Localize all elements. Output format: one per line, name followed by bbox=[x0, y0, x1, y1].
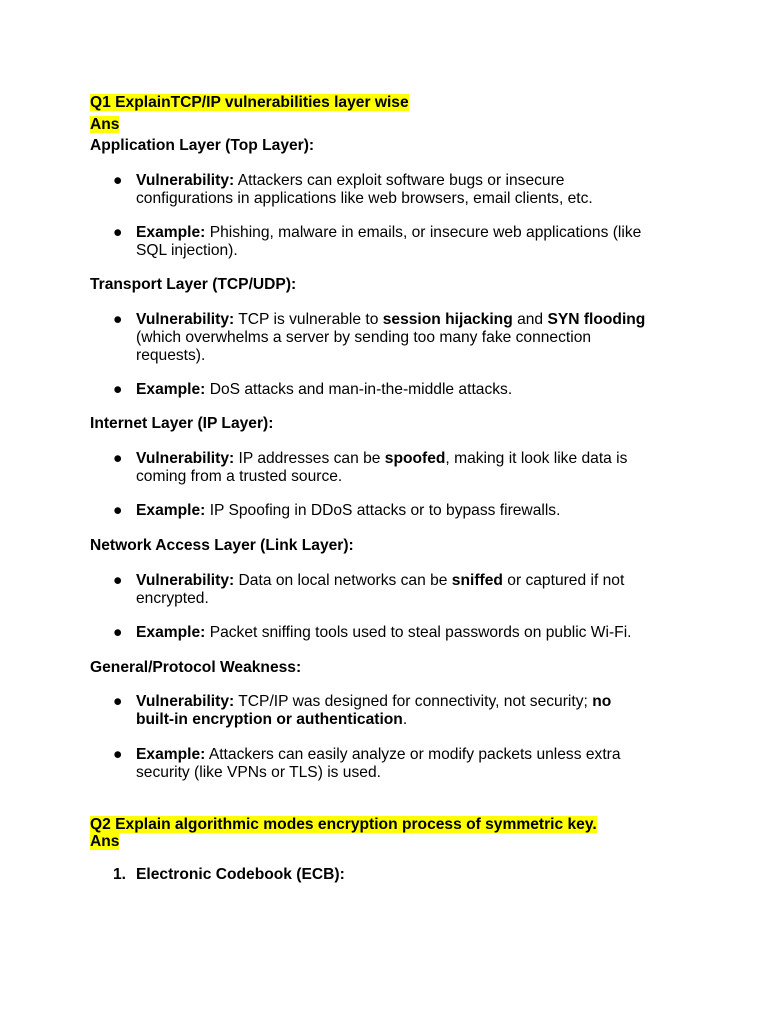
network-access-example bbox=[136, 624, 696, 642]
section-heading-general: General/Protocol Weakness: bbox=[90, 659, 302, 676]
general-vuln-line2-end: . bbox=[402, 711, 408, 728]
section-heading-transport: Transport Layer (TCP/UDP): bbox=[90, 276, 297, 293]
section-heading-network-access: Network Access Layer (Link Layer): bbox=[90, 537, 354, 554]
bullet-icon: ● bbox=[113, 172, 123, 189]
network-ex-line1: Packet sniffing tools used to steal passwords on public Wi-Fi. bbox=[209, 624, 632, 641]
network-vuln-c: or captured if not bbox=[507, 572, 625, 589]
internet-vuln-line2: coming from a trusted source. bbox=[136, 468, 343, 485]
internet-vuln-a: IP addresses can be bbox=[238, 450, 381, 467]
example-label: Example: bbox=[136, 746, 206, 763]
vulnerability-label: Vulnerability: bbox=[136, 693, 235, 710]
general-vuln-line2-bold: built-in encryption or authentication bbox=[136, 711, 403, 728]
q2-title bbox=[90, 816, 597, 834]
transport-vuln-line2: (which overwhelms a server by sending too many fake connection bbox=[136, 329, 592, 346]
transport-vuln-d: SYN flooding bbox=[547, 311, 646, 328]
vulnerability-label: Vulnerability: bbox=[136, 450, 235, 467]
application-ex-line2: SQL injection). bbox=[136, 242, 238, 259]
bullet-icon: ● bbox=[113, 381, 123, 398]
q1-title-text: Q1 ExplainTCP/IP vulnerabilities layer wise bbox=[90, 94, 409, 111]
transport-vuln-a: TCP is vulnerable to bbox=[238, 311, 379, 328]
section-heading-application: Application Layer (Top Layer): bbox=[90, 137, 315, 154]
ecb-heading: Electronic Codebook (ECB): bbox=[136, 866, 345, 883]
transport-example bbox=[136, 381, 696, 399]
internet-vulnerability bbox=[136, 450, 696, 486]
section-heading-internet: Internet Layer (IP Layer): bbox=[90, 415, 274, 432]
network-access-vulnerability bbox=[136, 572, 696, 608]
transport-vuln-line3: requests). bbox=[136, 347, 206, 364]
network-vuln-a: Data on local networks can be bbox=[238, 572, 448, 589]
general-ex-line1: Attackers can easily analyze or modify packets unless extra bbox=[208, 746, 621, 763]
general-ex-line2: security (like VPNs or TLS) is used. bbox=[136, 764, 381, 781]
q2-ans-text: Ans bbox=[90, 833, 120, 850]
application-vuln-line1: Attackers can exploit software bugs or insecure bbox=[237, 172, 565, 189]
internet-example bbox=[136, 502, 696, 520]
q1-ans-text: Ans bbox=[90, 116, 120, 133]
vulnerability-label: Vulnerability: bbox=[136, 572, 235, 589]
network-vuln-line2: encrypted. bbox=[136, 590, 209, 607]
general-example bbox=[136, 746, 696, 782]
network-vuln-b: sniffed bbox=[451, 572, 503, 589]
bullet-icon: ● bbox=[113, 311, 123, 328]
example-label: Example: bbox=[136, 624, 206, 641]
application-vuln-line2: configurations in applications like web browsers, email clients, etc. bbox=[136, 190, 593, 207]
application-vulnerability bbox=[136, 172, 696, 208]
bullet-icon: ● bbox=[113, 693, 123, 710]
q1-ans bbox=[90, 116, 119, 134]
q1-title bbox=[90, 94, 409, 112]
internet-ex-line1: IP Spoofing in DDoS attacks or to bypass firewalls. bbox=[209, 502, 561, 519]
q2-ans bbox=[90, 833, 119, 851]
transport-ex-line1: DoS attacks and man-in-the-middle attacks. bbox=[209, 381, 513, 398]
transport-vulnerability bbox=[136, 311, 696, 365]
general-vuln-a: TCP/IP was designed for connectivity, not security; bbox=[238, 693, 588, 710]
example-label: Example: bbox=[136, 224, 206, 241]
general-vuln-b: no bbox=[592, 693, 612, 710]
vulnerability-label: Vulnerability: bbox=[136, 172, 235, 189]
vulnerability-label: Vulnerability: bbox=[136, 311, 235, 328]
bullet-icon: ● bbox=[113, 572, 123, 589]
bullet-icon: ● bbox=[113, 624, 123, 641]
internet-vuln-b: spoofed bbox=[384, 450, 446, 467]
application-example bbox=[136, 224, 696, 260]
q2-title-text: Q2 Explain algorithmic modes encryption process of symmetric key. bbox=[90, 816, 597, 833]
bullet-icon: ● bbox=[113, 224, 123, 241]
example-label: Example: bbox=[136, 381, 206, 398]
transport-vuln-c: and bbox=[517, 311, 544, 328]
general-vulnerability bbox=[136, 693, 696, 729]
transport-vuln-b: session hijacking bbox=[382, 311, 513, 328]
bullet-icon: ● bbox=[113, 746, 123, 763]
application-ex-line1: Phishing, malware in emails, or insecure web applications (like bbox=[209, 224, 642, 241]
bullet-icon: ● bbox=[113, 450, 123, 467]
bullet-icon: ● bbox=[113, 502, 123, 519]
list-number: 1. bbox=[113, 866, 127, 883]
internet-vuln-c: , making it look like data is bbox=[445, 450, 628, 467]
example-label: Example: bbox=[136, 502, 206, 519]
